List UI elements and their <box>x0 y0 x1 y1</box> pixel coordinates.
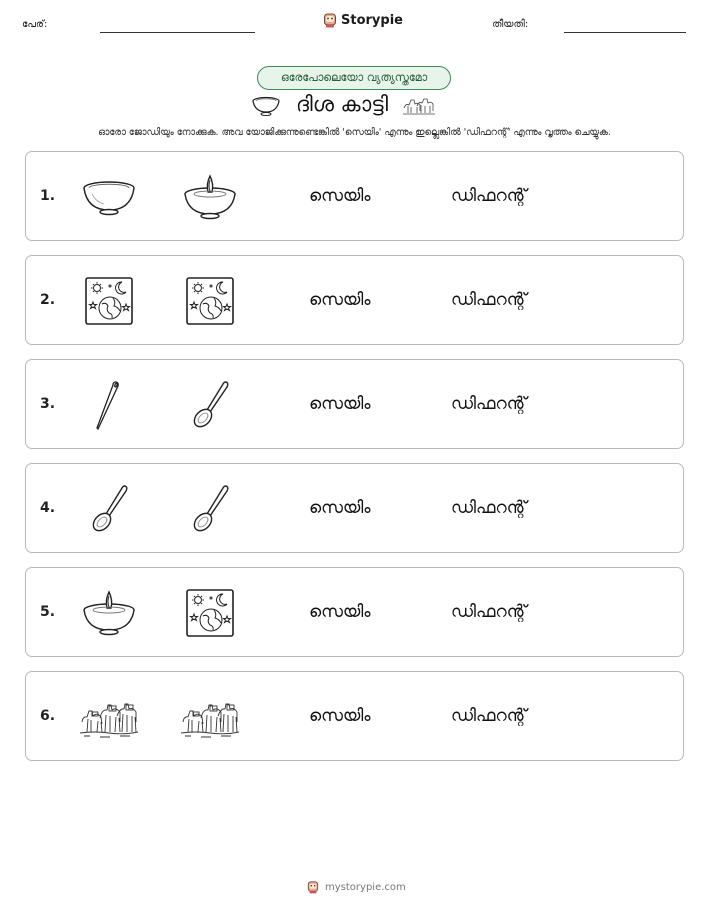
same-option[interactable]: സെയിം <box>309 706 371 726</box>
question-row <box>25 463 684 553</box>
category-badge: ഒരേപോലെയോ വ്യത്യസ്തമോ <box>257 66 451 90</box>
question-number: 4. <box>40 500 56 516</box>
question-row <box>25 151 684 241</box>
same-option[interactable]: സെയിം <box>309 186 371 206</box>
instructions: ഓരോ ജോഡിയും നോക്കുക. അവ യോജിക്കുന്നുണ്ടെങ്കിൽ 'സെയിം' എന്നും ഇല്ലെങ്കിൽ 'ഡിഫറന്റ്' എന്നും വൃത്തം ചെയ്യുക. <box>98 127 611 138</box>
needle-icon <box>80 380 138 430</box>
page-title: ദിശ കാട്ടി <box>296 92 389 116</box>
footer <box>307 880 406 894</box>
question-number: 6. <box>40 708 56 724</box>
earth-sky-icon <box>181 276 239 326</box>
different-option[interactable]: ഡിഫറന്റ് <box>451 186 527 206</box>
diya-lamp-icon <box>80 588 138 638</box>
different-option[interactable]: ഡിഫറന്റ് <box>451 290 527 310</box>
camel-caravan-icon <box>80 692 138 742</box>
different-option[interactable]: ഡിഫറന്റ് <box>451 394 527 414</box>
same-option[interactable]: സെയിം <box>309 290 371 310</box>
spoon-icon <box>181 484 239 534</box>
different-option[interactable]: ഡിഫറന്റ് <box>451 498 527 518</box>
same-option[interactable]: സെയിം <box>309 602 371 622</box>
question-row <box>25 671 684 761</box>
name-field[interactable] <box>100 32 255 33</box>
date-field[interactable] <box>564 32 686 33</box>
footer-url: mystorypie.com <box>325 881 406 893</box>
question-number: 5. <box>40 604 56 620</box>
question-row <box>25 567 684 657</box>
question-row <box>25 255 684 345</box>
spoon-icon <box>80 484 138 534</box>
question-row <box>25 359 684 449</box>
storypie-mascot-icon <box>307 880 319 894</box>
page-title-row <box>250 92 436 117</box>
different-option[interactable]: ഡിഫറന്റ് <box>451 706 527 726</box>
name-label: പേര്: <box>22 19 48 30</box>
bowl-icon <box>250 93 282 117</box>
storypie-mascot-icon <box>323 12 337 28</box>
earth-sky-icon <box>181 588 239 638</box>
same-option[interactable]: സെയിം <box>309 498 371 518</box>
question-number: 3. <box>40 396 56 412</box>
brand-name: Storypie <box>341 12 403 28</box>
spoon-icon <box>181 380 239 430</box>
camel-caravan-icon <box>181 692 239 742</box>
camel-caravan-icon <box>402 94 436 116</box>
same-option[interactable]: സെയിം <box>309 394 371 414</box>
earth-sky-icon <box>80 276 138 326</box>
diya-lamp-icon <box>181 172 239 222</box>
question-number: 2. <box>40 292 56 308</box>
question-number: 1. <box>40 188 56 204</box>
date-label: തീയതി: <box>492 19 529 30</box>
different-option[interactable]: ഡിഫറന്റ് <box>451 602 527 622</box>
bowl-icon <box>80 172 138 222</box>
storypie-logo <box>323 12 403 28</box>
